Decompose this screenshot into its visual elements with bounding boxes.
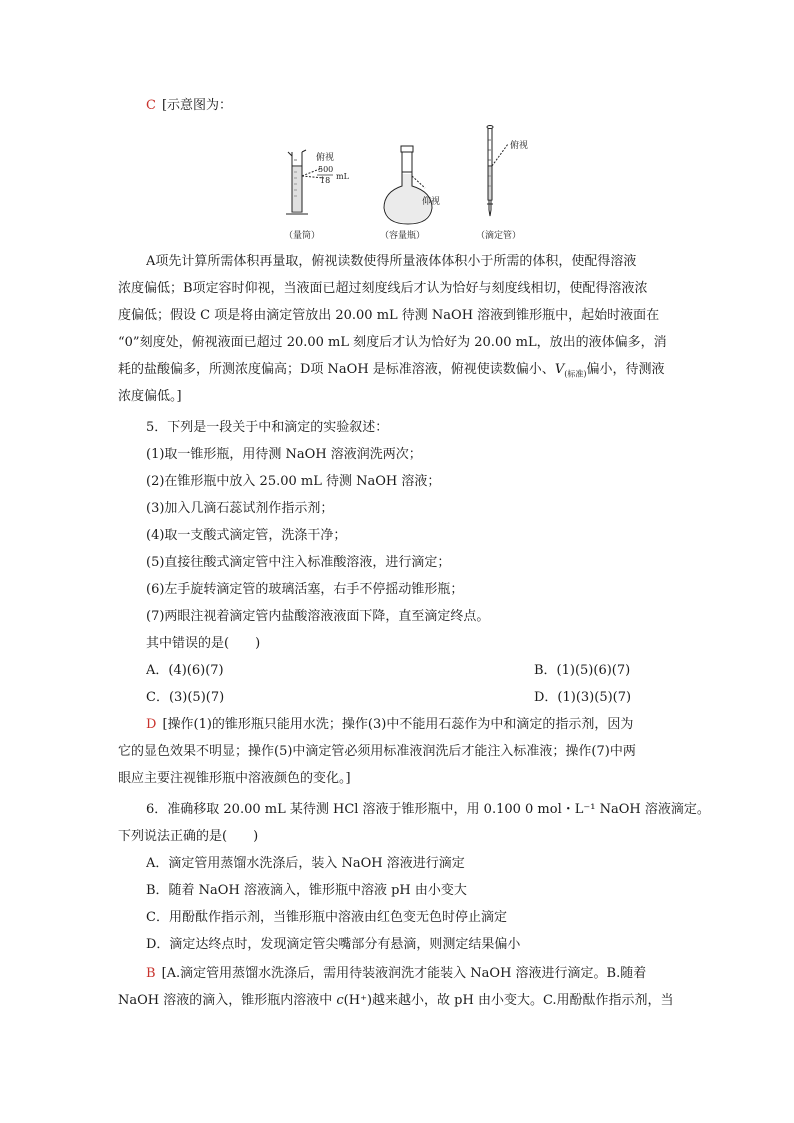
q5-options-row <box>146 657 716 684</box>
explain-line: 度偏低；假设 C 项是将由滴定管放出 20.00 mL 待测 NaOH 溶液到锥形瓶中，起始时液面在 <box>118 308 660 323</box>
q6-stem: 6．准确移取 20.00 mL 某待测 HCl 溶液于锥形瓶中，用 0.100 0 mol・L⁻¹ NaOH 溶液滴定。 <box>146 802 710 817</box>
explain-line: 它的显色效果不明显；操作(5)中滴定管必须用标准液润洗后才能注入标准液；操作(7)中两 <box>118 744 636 759</box>
schematic-svg <box>280 120 550 244</box>
q5-stem: 5．下列是一段关于中和滴定的实验叙述： <box>146 420 389 435</box>
explain-line: “0”刻度处，俯视液面已超过 20.00 mL 刻度后才认为恰好为 20.00 mL，放出的液体偏多，消 <box>118 335 667 350</box>
explain-line: A项先计算所需体积再量取，俯视读数使得所量液体体积小于所需的体积，使配得溶液 <box>146 254 637 269</box>
q5-explain-text: [操作(1)的锥形瓶只能用水洗；操作(3)中不能用石蕊作为中和滴定的指示剂，因为 <box>162 717 634 732</box>
q5-step: (5)直接往酸式滴定管中注入标准酸溶液，进行滴定； <box>146 555 451 570</box>
q5-option-c: C．(3)(5)(7) <box>146 690 225 705</box>
q5-answer-line <box>146 711 716 738</box>
q6-option-d: D．滴定达终点时，发现滴定管尖嘴部分有悬滴，则测定结果偏小 <box>146 937 521 952</box>
q5-step: (7)两眼注视着滴定管内盐酸溶液液面下降，直至滴定终点。 <box>146 609 490 624</box>
answer-letter: B <box>146 966 156 981</box>
q5-step: (6)左手旋转滴定管的玻璃活塞，右手不停摇动锥形瓶； <box>146 582 464 597</box>
q6-explain-text: [A.滴定管用蒸馏水洗涤后，需用待装液润洗才能装入 NaOH 溶液进行滴定。B.随着 <box>161 966 647 981</box>
variable-c: c <box>336 993 344 1008</box>
q6-option-b: B．随着 NaOH 溶液滴入，锥形瓶中溶液 pH 由小变大 <box>146 883 467 898</box>
q6-option-c: C．用酚酞作指示剂，当锥形瓶中溶液由红色变无色时停止滴定 <box>146 910 507 925</box>
q5-options-row <box>146 684 716 711</box>
variable-v: V <box>554 362 565 377</box>
cylinder-den: 18 <box>320 176 331 185</box>
cylinder-caption: （量筒） <box>284 231 321 241</box>
flask-view-label: 仰视 <box>422 197 441 207</box>
answer-letter: D <box>146 717 157 732</box>
q5-option-b: B．(1)(5)(6)(7) <box>534 663 631 678</box>
explain-text: 耗的盐酸偏多，所测浓度偏高；D项 NaOH 是标准溶液，俯视使读数偏小、 <box>118 362 555 377</box>
q5-step: (2)在锥形瓶中放入 25.00 mL 待测 NaOH 溶液； <box>146 474 441 489</box>
c-answer-line <box>146 92 716 119</box>
q5-option-d: D．(1)(3)(5)(7) <box>534 690 632 705</box>
flask-caption: （容量瓶） <box>380 231 426 241</box>
explain-text: (H⁺)越来越小，故 pH 由小变大。C.用酚酞作指示剂，当 <box>343 993 674 1008</box>
c-header-text: [示意图为： <box>161 98 233 113</box>
explain-text: 偏小，待测液 <box>586 362 665 377</box>
variable-subscript: (标准) <box>564 369 587 379</box>
explain-line: 浓度偏低。] <box>118 389 182 404</box>
q6-stem: 下列说法正确的是( ) <box>118 829 259 844</box>
q5-step: (4)取一支酸式滴定管，洗涤干净； <box>146 528 347 543</box>
explain-line <box>118 987 688 1014</box>
explain-line <box>118 356 688 383</box>
burette-caption: （滴定管） <box>476 231 522 241</box>
answer-letter: C <box>146 98 156 113</box>
q6-answer-line <box>146 960 716 987</box>
schematic-figure <box>280 120 550 244</box>
cylinder-unit: mL <box>336 172 349 181</box>
cylinder-num: 500 <box>318 165 334 174</box>
explain-text: NaOH 溶液的滴入，锥形瓶内溶液中 <box>118 993 337 1008</box>
cylinder-view-label: 俯视 <box>316 153 335 163</box>
q5-ask: 其中错误的是( ) <box>146 636 261 651</box>
q6-option-a: A．滴定管用蒸馏水洗涤后，装入 NaOH 溶液进行滴定 <box>146 856 465 871</box>
explain-line: 浓度偏低；B项定容时仰视，当液面已超过刻度线后才认为恰好与刻度线相切，使配得溶液浓 <box>118 281 648 296</box>
q5-step: (3)加入几滴石蕊试剂作指示剂； <box>146 501 334 516</box>
q5-option-a: A．(4)(6)(7) <box>146 663 224 678</box>
explain-line: 眼应主要注视锥形瓶中溶液颜色的变化。] <box>118 771 351 786</box>
q5-step: (1)取一锥形瓶，用待测 NaOH 溶液润洗两次； <box>146 447 422 462</box>
burette-view-label: 俯视 <box>510 141 529 151</box>
